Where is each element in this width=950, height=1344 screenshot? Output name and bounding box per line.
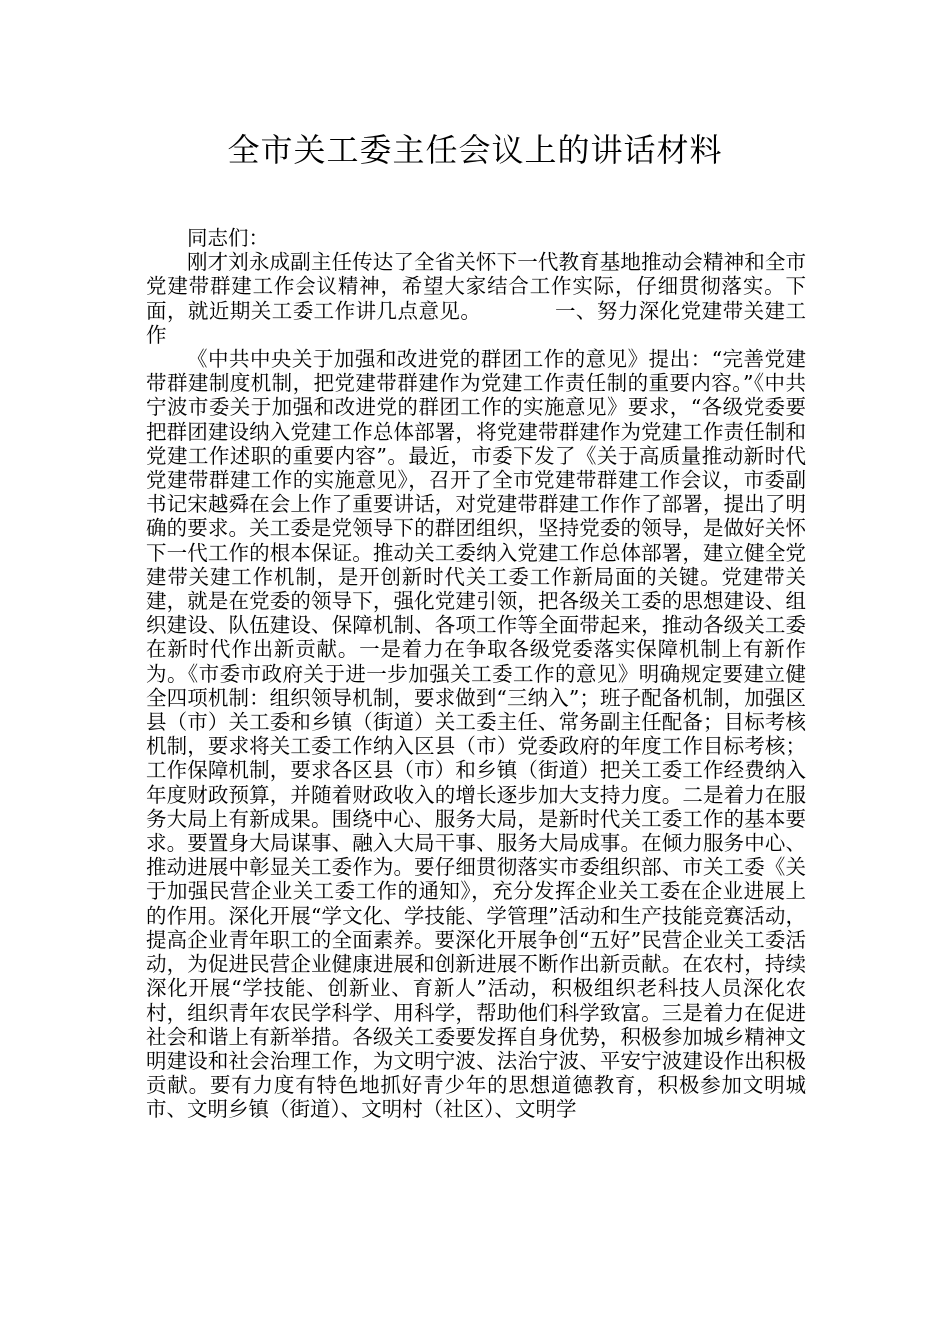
salutation: 同志们：	[187, 226, 269, 250]
intro-text: 刚才刘永成副主任传达了全省关怀下一代教育基地推动会精神和全市党建带群建工作会议精神，希望大家结合工作实际，仔细贯彻落实。下面，就近期关工委工作讲几点意见。	[146, 250, 806, 323]
section-heading: 一、努力深化党建带关建工作	[146, 298, 807, 347]
document-title: 全市关工委主任会议上的讲话材料	[227, 131, 723, 169]
heading-gap	[471, 299, 555, 323]
document-body	[146, 226, 806, 1122]
intro-paragraph	[146, 250, 806, 347]
body-paragraph-1: 《中共中央关于加强和改进党的群团工作的意见》提出：“完善党建带群建制度机制，把党建带群建作为党建工作责任制的重要内容。”《中共宁波市委关于加强和改进党的群团工作的实施意见》要求，“各级党委要把群团建设纳入党建工作总体部署，将党建带群建作为党建工作责任制和党建工作述职的重要内容”。最近，市委下发了《关于高质量推动新时代党建带群建工作的实施意见》，召开了全市党建带群建工作会议，市委副书记宋越舜在会上作了重要讲话，对党建带群建工作作了部署，提出了明确的要求。关工委是党领导下的群团组织，坚持党委的领导，是做好关怀下一代工作的根本保证。推动关工委纳入党建工作总体部署，建立健全党建带关建工作机制，是开创新时代关工委工作新局面的关键。党建带关建，就是在党委的领导下，强化党建引领，把各级关工委的思想建设、组织建设、队伍建设、保障机制、各项工作等全面带起来，推动各级关工委在新时代作出新贡献。一是着力在争取各级党委落实保障机制上有新作为。《市委市政府关于进一步加强关工委工作的意见》明确规定要建立健全四项机制：组织领导机制，要求做到“三纳入”；班子配备机制，加强区县（市）关工委和乡镇（街道）关工委主任、常务副主任配备；目标考核机制，要求将关工委工作纳入区县（市）党委政府的年度工作目标考核；工作保障机制，要求各区县（市）和乡镇（街道）把关工委工作经费纳入年度财政预算，并随着财政收入的增长逐步加大支持力度。二是着力在服务大局上有新成果。围绕中心、服务大局，是新时代关工委工作的基本要求。要置身大局谋事、融入大局干事、服务大局成事。在倾力服务中心、推动进展中彰显关工委作为。要仔细贯彻落实市委组织部、市关工委《关于加强民营企业关工委工作的通知》，充分发挥企业关工委在企业进展上的作用。深化开展“学文化、学技能、学管理”活动和生产技能竞赛活动，提高企业青年职工的全面素养。要深化开展争创“五好”民营企业关工委活动，为促进民营企业健康进展和创新进展不断作出新贡献。在农村，持续深化开展“学技能、创新业、育新人”活动，积极组织老科技人员深化农村，组织青年农民学科学、用科学，帮助他们科学致富。三是着力在促进社会和谐上有新举措。各级关工委要发挥自身优势，积极参加城乡精神文明建设和社会治理工作，为文明宁波、法治宁波、平安宁波建设作出积极贡献。要有力度有特色地抓好青少年的思想道德教育，积极参加文明城市、文明乡镇（街道）、文明村（社区）、文明学	[146, 347, 806, 1122]
